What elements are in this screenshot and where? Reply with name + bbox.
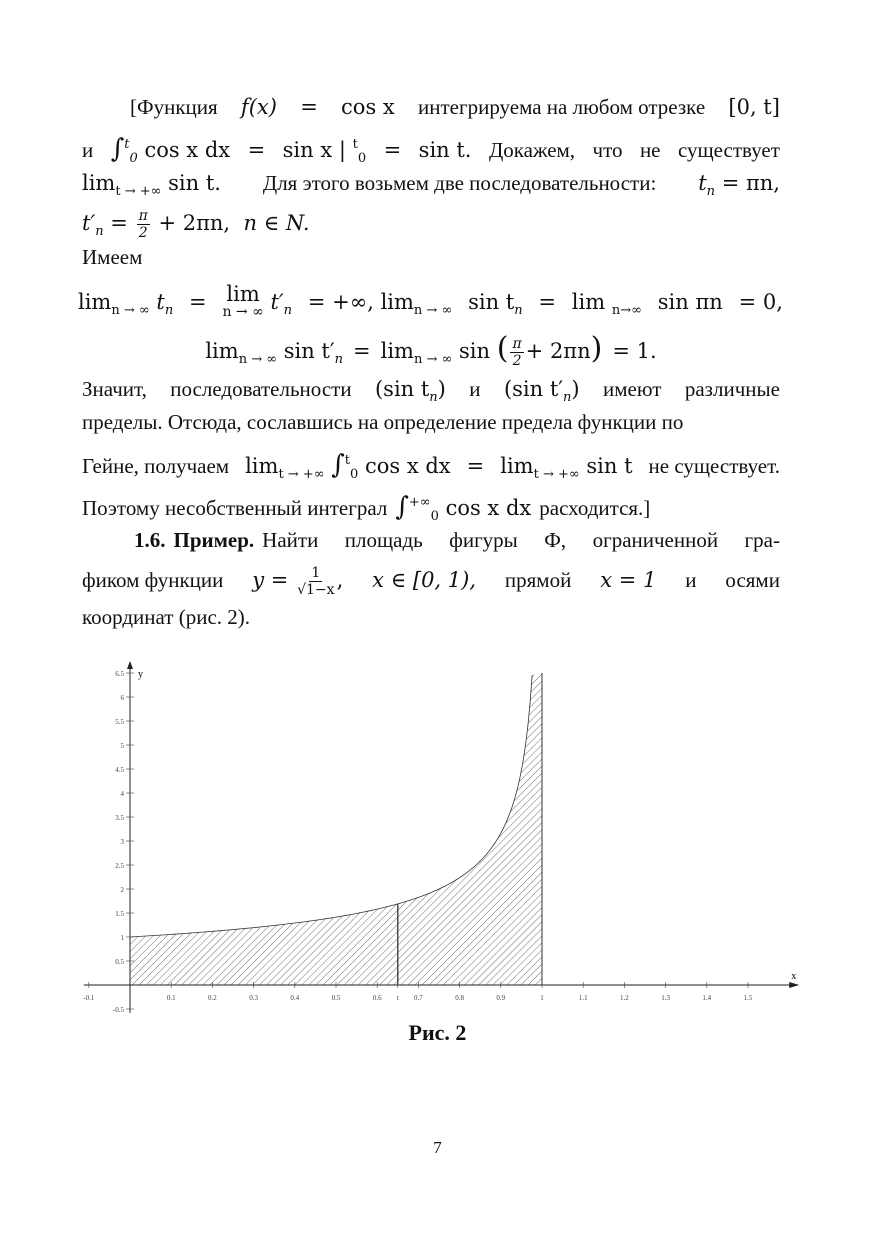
lim-sub: t → +∞ <box>278 467 325 482</box>
y-axis-label: y <box>138 669 143 680</box>
y-tick-label: 6 <box>120 694 124 702</box>
x-tick-label: 1.4 <box>702 994 712 1002</box>
math-sub: n <box>334 352 344 367</box>
lim: lim <box>205 339 239 363</box>
text: и <box>82 138 94 162</box>
text: Имеем <box>82 245 143 269</box>
text: интегрируема на любом отрезке <box>418 95 706 119</box>
lim: lim <box>245 454 279 478</box>
math-cosx: cos x <box>341 95 395 119</box>
int-upper: t <box>124 137 130 152</box>
math-fx: f(x) <box>240 95 277 119</box>
text: Поэтому несобственный интеграл <box>82 496 388 520</box>
math-sub: n <box>514 303 523 318</box>
x-tick-label: 1 <box>540 994 544 1002</box>
math-eq: = πn, <box>721 171 780 195</box>
math-sub: n <box>706 184 716 199</box>
text: пределы. Отсюда, сославшись на определение предела функции по <box>82 410 684 434</box>
math-comma: , <box>336 568 344 592</box>
math-interval: [0, t] <box>728 95 780 119</box>
bar-lower: 0 <box>357 151 367 166</box>
lim: lim <box>380 339 414 363</box>
math-sub: n <box>164 303 174 318</box>
frac-den: 2 <box>512 353 522 369</box>
lim-body: t′ <box>270 290 284 314</box>
math-integrand: cos x dx <box>364 454 451 478</box>
y-tick-label: 1.5 <box>115 910 124 918</box>
lim-body: sin t′ <box>283 339 335 363</box>
x-tick-label: 0.4 <box>290 994 300 1002</box>
text: имеют <box>603 377 662 401</box>
paragraph-1-line-1 <box>130 88 780 126</box>
math-eq: = <box>110 211 128 235</box>
text: прямой <box>504 568 572 592</box>
math-sub: n <box>283 303 293 318</box>
limits-line-2: $\lim_{n \to \infty} \sin t'_n$ = $\lim_{n \to \infty} \sin$ ( $\frac{\pi}{2}$ + 2πn) = 1. <box>205 331 657 369</box>
lim: lim <box>571 290 606 314</box>
example-line-3 <box>82 598 780 636</box>
text: Гейне, получаем <box>82 454 230 478</box>
text: существует <box>677 138 780 162</box>
text: фиком функции <box>82 568 224 592</box>
y-tick-label: 5.5 <box>115 718 124 726</box>
function-area-chart <box>0 650 875 1020</box>
x-tick-label: 1.2 <box>620 994 629 1002</box>
x-tick-label: -0.1 <box>83 994 95 1002</box>
lim: lim <box>380 290 414 314</box>
math-n-in: n ∈ N. <box>243 211 310 235</box>
x-tick-label: 0.9 <box>496 994 506 1002</box>
shaded-area <box>130 673 542 985</box>
x-tick-label: 1.5 <box>743 994 753 1002</box>
x-axis-arrow <box>789 982 799 988</box>
frac-den: √1−x <box>297 582 335 598</box>
math-y: y = <box>252 568 289 592</box>
math-eq: = <box>247 138 266 162</box>
x-tick-label: 1.1 <box>578 994 588 1002</box>
x-tick-label: 0.5 <box>331 994 341 1002</box>
math-eq: = <box>353 339 371 363</box>
sin: sin <box>459 339 491 363</box>
math-close: ) <box>571 377 580 401</box>
int-lower: 0 <box>350 467 359 482</box>
math-tpn: t′ <box>82 211 96 235</box>
text: различные <box>684 377 780 401</box>
lim-sub: t → +∞ <box>115 184 162 199</box>
lim-body: sin t <box>468 290 515 314</box>
y-tick-label: 5 <box>120 742 124 750</box>
math-integrand: cos x dx <box>445 496 532 520</box>
paragraph-1-line-4 <box>82 204 780 242</box>
math-eq: = <box>466 454 485 478</box>
paragraph-2-line-3: Гейне, получаем $\lim_{t \to +\infty} \int^t_0$ cos x dx = $\lim_{t \to +\infty} \sin t$ не существует. <box>82 442 780 480</box>
x-axis-label: x <box>791 971 797 982</box>
y-tick-label: 3 <box>120 838 124 846</box>
figure-caption: Рис. 2 <box>408 1020 467 1045</box>
text: Найти площадь фигуры Ф, ограниченной гра- <box>262 528 780 552</box>
text: не <box>639 138 661 162</box>
int-upper: t <box>344 453 351 468</box>
math-rest: + 2πn <box>525 339 591 363</box>
lim-sub: n → ∞ <box>413 352 453 367</box>
frac-num: 1 <box>311 565 321 581</box>
y-tick-label: 2 <box>120 886 124 894</box>
y-tick-label: 1 <box>120 934 124 942</box>
lim: lim <box>226 282 260 306</box>
x-tick-label: 0.6 <box>372 994 382 1002</box>
int-lower: 0 <box>430 509 439 524</box>
math-close: ) <box>437 377 446 401</box>
math-eq: = +∞, <box>307 290 374 314</box>
int-upper: +∞ <box>408 495 431 510</box>
y-tick-label: 2.5 <box>115 862 124 870</box>
lim-sub: n → ∞ <box>413 303 453 318</box>
text: осями <box>725 568 780 592</box>
lim-sub: n→∞ <box>611 303 642 318</box>
text: не существует. <box>648 454 780 478</box>
math-eq: = <box>189 290 207 314</box>
math-integrand: cos x dx <box>144 138 231 162</box>
lim-sub: t → +∞ <box>533 467 580 482</box>
text: и <box>685 568 697 592</box>
lim-sub: n → ∞ <box>111 303 150 318</box>
x-tick-label: 1.3 <box>661 994 670 1002</box>
frac-num: π <box>138 208 148 224</box>
math-eq: = <box>300 95 318 119</box>
lim-sub: n → ∞ <box>238 352 278 367</box>
paragraph-1-line-2: и ∫$^t_0$ cos x dx = sin x | $^t_0$ = sin t. Докажем, что не существует <box>82 126 780 164</box>
y-axis-arrow <box>127 661 133 669</box>
lim-body: sin t. <box>168 171 221 195</box>
lim-body: sin t <box>586 454 633 478</box>
lim: lim <box>78 290 112 314</box>
text: и <box>469 377 481 401</box>
text: Докажем, <box>488 138 576 162</box>
lim: lim <box>82 171 116 195</box>
example-label: Пример. <box>173 528 255 552</box>
math-rest: + 2πn, <box>158 211 231 235</box>
lim-body: t <box>156 290 165 314</box>
math-tn: t <box>698 171 707 195</box>
lim: lim <box>500 454 534 478</box>
math-sub: n <box>95 224 104 239</box>
math-sub: n <box>563 390 572 405</box>
paragraph-2-line-4: Поэтому несобственный интеграл $\int^{+\infty}_0$ cos x dx расходится.] <box>82 484 780 522</box>
math-sint: sin t. <box>418 138 472 162</box>
int-lower: 0 <box>129 151 138 166</box>
math-eq: = <box>383 138 402 162</box>
math-sinx: sin x <box>282 138 333 162</box>
x-tick-label: 0.8 <box>455 994 464 1002</box>
y-tick-label: -0.5 <box>112 1006 124 1014</box>
frac-num: π <box>512 336 522 352</box>
y-tick-label: 4.5 <box>115 766 124 774</box>
math-eq: = <box>538 290 556 314</box>
text: что <box>592 138 623 162</box>
x-tick-label: 0.7 <box>414 994 423 1002</box>
text: [Функция <box>130 95 218 119</box>
example-line-1 <box>134 521 780 559</box>
y-tick-label: 3.5 <box>115 814 124 822</box>
y-tick-label: 4 <box>120 790 124 798</box>
lim-under: n → ∞ <box>222 304 264 320</box>
text: Значит, <box>82 377 147 401</box>
math-eq: = 1. <box>612 339 657 363</box>
math-eq: = 0, <box>738 290 783 314</box>
math-x: x ∈ [0, 1), <box>372 568 477 592</box>
page-number: 7 <box>433 1138 442 1157</box>
limits-line-1 <box>78 283 783 321</box>
have-line <box>82 238 780 276</box>
y-tick-label: 0.5 <box>115 958 124 966</box>
x-tick-label: 0.3 <box>249 994 258 1002</box>
y-tick-label: 6.5 <box>115 670 124 678</box>
math-sub: n <box>429 390 438 405</box>
example-number: 1.6. <box>134 528 166 552</box>
text: Для этого возьмем две последовательности: <box>262 171 657 195</box>
lim-body: sin πn <box>657 290 723 314</box>
x-tick-label: 0.2 <box>208 994 217 1002</box>
text: расходится.] <box>539 496 651 520</box>
math-line: x = 1 <box>600 568 657 592</box>
example-line-2 <box>82 561 780 599</box>
text: последовательности <box>170 377 352 401</box>
math-seq: (sin t <box>374 377 430 401</box>
frac-den: 2 <box>138 225 148 241</box>
x-tick-label: t <box>396 994 399 1002</box>
paragraph-1-line-3 <box>82 164 780 202</box>
bar-upper: t <box>352 137 358 152</box>
text: координат (рис. 2). <box>82 605 251 629</box>
x-tick-label: 0.1 <box>166 994 176 1002</box>
math-seq: (sin t′ <box>503 377 564 401</box>
paragraph-2-line-2 <box>82 403 780 441</box>
